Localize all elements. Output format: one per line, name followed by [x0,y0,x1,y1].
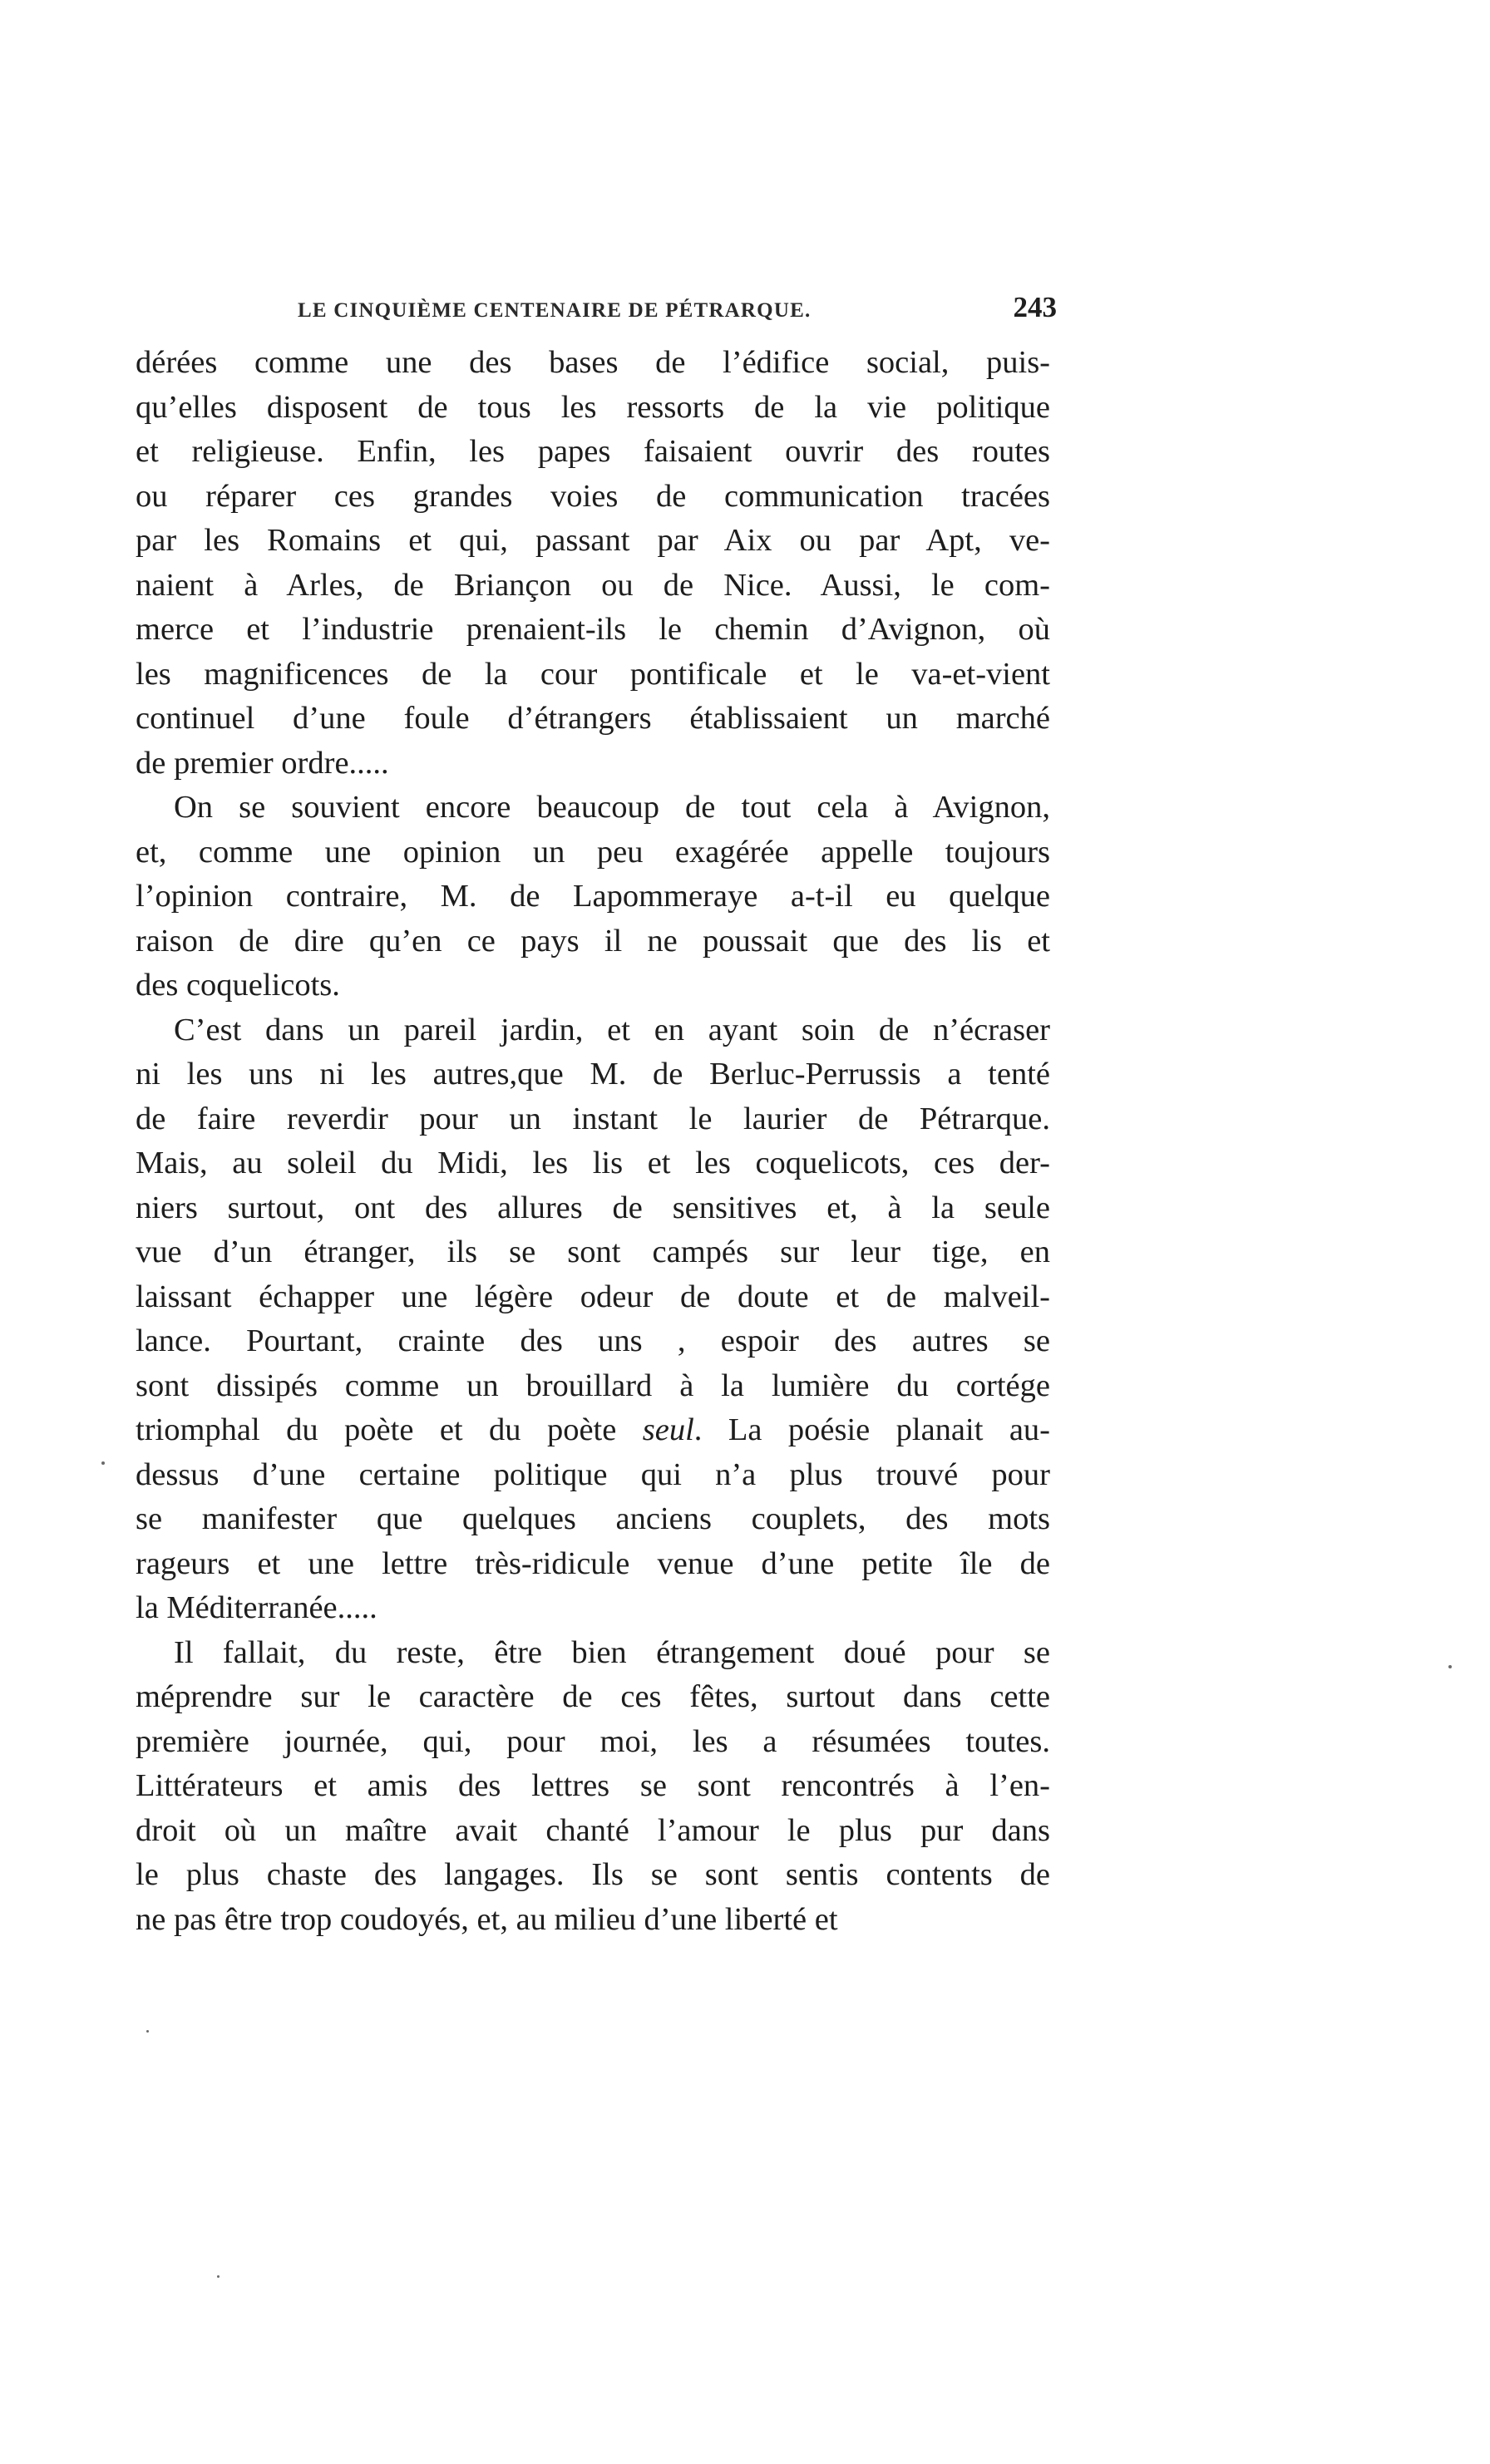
text-line: Il fallait, du reste, être bien étrangement doué pour se [174,1634,1050,1670]
scan-speck [217,2275,220,2278]
text-line: se manifester que quelques anciens couplets, des mots [136,1501,1050,1536]
body-text [136,341,1050,1942]
text-line: méprendre sur le caractère de ces fêtes, surtout dans cette [136,1679,1050,1714]
scan-speck [1448,1665,1452,1668]
text-line: la Méditerranée..... [136,1590,377,1625]
text-line: laissant échapper une légère odeur de doute et de malveil- [136,1279,1050,1314]
text-line: sont dissipés comme un brouillard à la lumière du cortége [136,1368,1050,1403]
text-line: raison de dire qu’en ce pays il ne poussait que des lis et [136,923,1050,958]
text-line: qu’elles disposent de tous les ressorts de la vie politique [136,389,1050,425]
scan-speck [101,1461,105,1465]
running-head [136,291,1057,334]
text-line: les magnificences de la cour pontificale et le va-et-vient [136,656,1050,692]
text-line: dérées comme une des bases de l’édifice social, puis- [136,345,1050,380]
text-line: lance. Pourtant, crainte des uns , espoir des autres se [136,1323,1050,1358]
paragraph [136,786,1050,1008]
text-line: On se souvient encore beaucoup de tout cela à Avignon, [174,790,1050,825]
text-line: et, comme une opinion un peu exagérée appelle toujours [136,834,1050,870]
paragraph [136,341,1050,786]
text-line: C’est dans un pareil jardin, et en ayant soin de n’écraser [174,1012,1050,1047]
paragraph [136,1631,1050,1943]
text-line: de faire reverdir pour un instant le laurier de Pétrarque. [136,1101,1050,1136]
text-line: des coquelicots. [136,968,340,1003]
text-line: rageurs et une lettre très-ridicule venue d’une petite île de [136,1545,1050,1581]
text-line: naient à Arles, de Briançon ou de Nice. Aussi, le com- [136,567,1050,603]
running-title: LE CINQUIÈME CENTENAIRE DE PÉTRARQUE. [298,299,812,322]
text-line: ne pas être trop coudoyés, et, au milieu d’une liberté et [136,1901,838,1937]
text-line: et religieuse. Enfin, les papes faisaient ouvrir des routes [136,434,1050,469]
text-line: le plus chaste des langages. Ils se sont sentis contents de [136,1857,1050,1892]
text-line: continuel d’une foule d’étrangers établissaient un marché [136,701,1050,736]
text-line: dessus d’une certaine politique qui n’a plus trouvé pour [136,1456,1050,1492]
text-line: droit où un maître avait chanté l’amour le plus pur dans [136,1812,1050,1848]
text-line: vue d’un étranger, ils se sont campés sur leur tige, en [136,1234,1050,1269]
text-line: ni les uns ni les autres,que M. de Berluc-Perrussis a tenté [136,1057,1050,1092]
text-line: ou réparer ces grandes voies de communication tracées [136,478,1050,514]
text-line: première journée, qui, pour moi, les a résumées toutes. [136,1723,1050,1759]
emphasis: seul [642,1412,694,1447]
scan-speck [146,2030,149,2033]
text-line: par les Romains et qui, passant par Aix ou par Apt, ve- [136,523,1050,558]
text-line: l’opinion contraire, M. de Lapommeraye a-t-il eu quelque [136,879,1050,914]
text-line: merce et l’industrie prenaient-ils le chemin d’Avignon, où [136,612,1050,647]
text-line: Mais, au soleil du Midi, les lis et les coquelicots, ces der- [136,1146,1050,1180]
paragraph [136,1008,1050,1631]
page-number: 243 [1013,291,1057,323]
text-line: de premier ordre..... [136,745,389,781]
text-line: triomphal du poète et du poète seul. La poésie planait au- [136,1412,1050,1447]
text-line: Littérateurs et amis des lettres se sont rencontrés à l’en- [136,1768,1050,1803]
text-line: niers surtout, ont des allures de sensitives et, à la seule [136,1190,1050,1225]
